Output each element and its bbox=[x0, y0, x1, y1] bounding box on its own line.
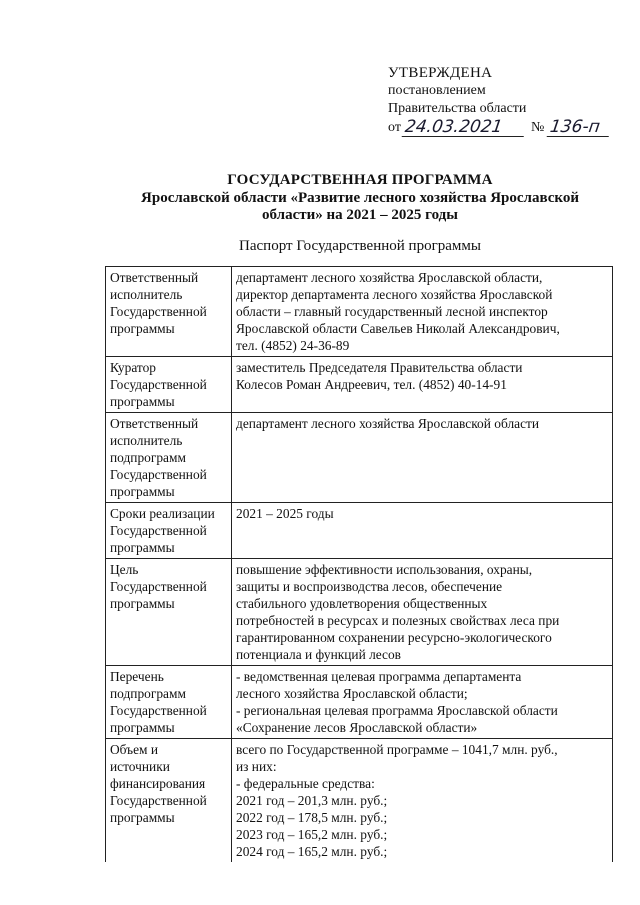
row-value-cell bbox=[232, 503, 613, 559]
row-value-line: - ведомственная целевая программа департамента bbox=[236, 669, 522, 684]
row-label-line: программы bbox=[110, 540, 175, 555]
document-title: ГОСУДАРСТВЕННАЯ ПРОГРАММА bbox=[227, 172, 493, 188]
row-value-line: стабильного удовлетворения общественных bbox=[236, 596, 488, 611]
row-label-cell bbox=[106, 503, 232, 559]
table-row bbox=[106, 739, 613, 863]
passport-table-container bbox=[105, 266, 613, 862]
row-value-line: заместитель Председателя Правительства области bbox=[236, 360, 523, 375]
row-label-line: Ответственный bbox=[110, 416, 199, 431]
row-value-line: области – главный государственный лесной инспектор bbox=[236, 304, 548, 319]
row-value-line: директор департамента лесного хозяйства Ярославской bbox=[236, 287, 553, 302]
row-value-cell bbox=[232, 666, 613, 739]
table-row bbox=[106, 559, 613, 666]
approval-block bbox=[388, 64, 628, 137]
approval-date-row bbox=[388, 118, 628, 137]
row-label-cell bbox=[106, 413, 232, 503]
row-label-line: программы bbox=[110, 484, 175, 499]
row-label-line: Цель bbox=[110, 562, 139, 577]
row-label-line: Перечень bbox=[110, 669, 164, 684]
approval-date-prefix: от bbox=[388, 120, 401, 135]
passport-table-body bbox=[106, 267, 613, 863]
row-value-line: всего по Государственной программе – 1041,7 млн. руб., bbox=[236, 742, 558, 757]
table-row bbox=[106, 503, 613, 559]
row-label-cell bbox=[106, 666, 232, 739]
row-value-line: потенциала и функций лесов bbox=[236, 647, 402, 662]
row-label-line: Государственной bbox=[110, 579, 207, 594]
row-label-cell bbox=[106, 559, 232, 666]
row-label-line: подпрограмм bbox=[110, 450, 186, 465]
row-value-line: Колесов Роман Андреевич, тел. (4852) 40-14-91 bbox=[236, 377, 507, 392]
row-value-line: «Сохранение лесов Ярославской области» bbox=[236, 720, 478, 735]
row-value-line: 2023 год – 165,2 млн. руб.; bbox=[236, 827, 388, 842]
row-label-line: исполнитель bbox=[110, 433, 183, 448]
row-value-line: повышение эффективности использования, охраны, bbox=[236, 562, 533, 577]
document-subtitle-line-2: области» на 2021 – 2025 годы bbox=[262, 207, 458, 223]
passport-title: Паспорт Государственной программы bbox=[239, 238, 481, 254]
table-row bbox=[106, 666, 613, 739]
row-label-line: Объем и bbox=[110, 742, 159, 757]
row-label-line: финансирования bbox=[110, 776, 206, 791]
row-value-cell bbox=[232, 559, 613, 666]
row-label-cell bbox=[106, 739, 232, 863]
row-label-line: программы bbox=[110, 810, 175, 825]
row-label-line: Государственной bbox=[110, 467, 207, 482]
row-value-line: тел. (4852) 24-36-89 bbox=[236, 338, 350, 353]
row-value-cell bbox=[232, 739, 613, 863]
row-label-line: программы bbox=[110, 596, 175, 611]
row-label-line: источники bbox=[110, 759, 170, 774]
table-row bbox=[106, 413, 613, 503]
row-value-line: лесного хозяйства Ярославской области; bbox=[236, 686, 468, 701]
approval-line-2: Правительства области bbox=[388, 101, 527, 116]
row-label-cell bbox=[106, 267, 232, 357]
row-value-line: потребностей в ресурсах и полезных свойствах леса при bbox=[236, 613, 560, 628]
row-value-line: из них: bbox=[236, 759, 277, 774]
row-label-line: Куратор bbox=[110, 360, 156, 375]
row-value-cell bbox=[232, 413, 613, 503]
handwritten-date: 24.03.2021 bbox=[402, 118, 527, 137]
row-label-line: Государственной bbox=[110, 523, 207, 538]
row-label-line: Государственной bbox=[110, 703, 207, 718]
row-label-line: Государственной bbox=[110, 793, 207, 808]
table-row bbox=[106, 357, 613, 413]
approval-title: УТВЕРЖДЕНА bbox=[388, 65, 493, 81]
row-value-line: 2021 – 2025 годы bbox=[236, 506, 334, 521]
approval-line-1: постановлением bbox=[388, 83, 486, 98]
row-value-line: - региональная целевая программа Ярославской области bbox=[236, 703, 558, 718]
row-value-line: защиты и воспроизводства лесов, обеспечение bbox=[236, 579, 503, 594]
row-value-line: 2024 год – 165,2 млн. руб.; bbox=[236, 844, 388, 859]
row-label-line: программы bbox=[110, 321, 175, 336]
document-subtitle-line-1: Ярославской области «Развитие лесного хозяйства Ярославской bbox=[141, 190, 579, 206]
row-label-line: Ответственный bbox=[110, 270, 199, 285]
row-value-line: 2021 год – 201,3 млн. руб.; bbox=[236, 793, 388, 808]
row-value-cell bbox=[232, 357, 613, 413]
row-value-line: департамент лесного хозяйства Ярославской области bbox=[236, 416, 540, 431]
row-label-line: Государственной bbox=[110, 377, 207, 392]
approval-number-prefix: № bbox=[530, 120, 545, 135]
row-label-cell bbox=[106, 357, 232, 413]
row-value-line: департамент лесного хозяйства Ярославской области, bbox=[236, 270, 543, 285]
row-label-line: программы bbox=[110, 394, 175, 409]
row-label-line: исполнитель bbox=[110, 287, 183, 302]
handwritten-number: 136-п bbox=[547, 118, 612, 137]
passport-table bbox=[105, 266, 613, 862]
row-value-line: - федеральные средства: bbox=[236, 776, 375, 791]
row-label-line: подпрограмм bbox=[110, 686, 186, 701]
row-value-line: Ярославской области Савельев Николай Александрович, bbox=[236, 321, 560, 336]
row-value-cell bbox=[232, 267, 613, 357]
row-label-line: Сроки реализации bbox=[110, 506, 215, 521]
table-row bbox=[106, 267, 613, 357]
row-value-line: гарантированном сохранении ресурсно-экологического bbox=[236, 630, 552, 645]
row-value-line: 2022 год – 178,5 млн. руб.; bbox=[236, 810, 388, 825]
row-label-line: программы bbox=[110, 720, 175, 735]
row-label-line: Государственной bbox=[110, 304, 207, 319]
